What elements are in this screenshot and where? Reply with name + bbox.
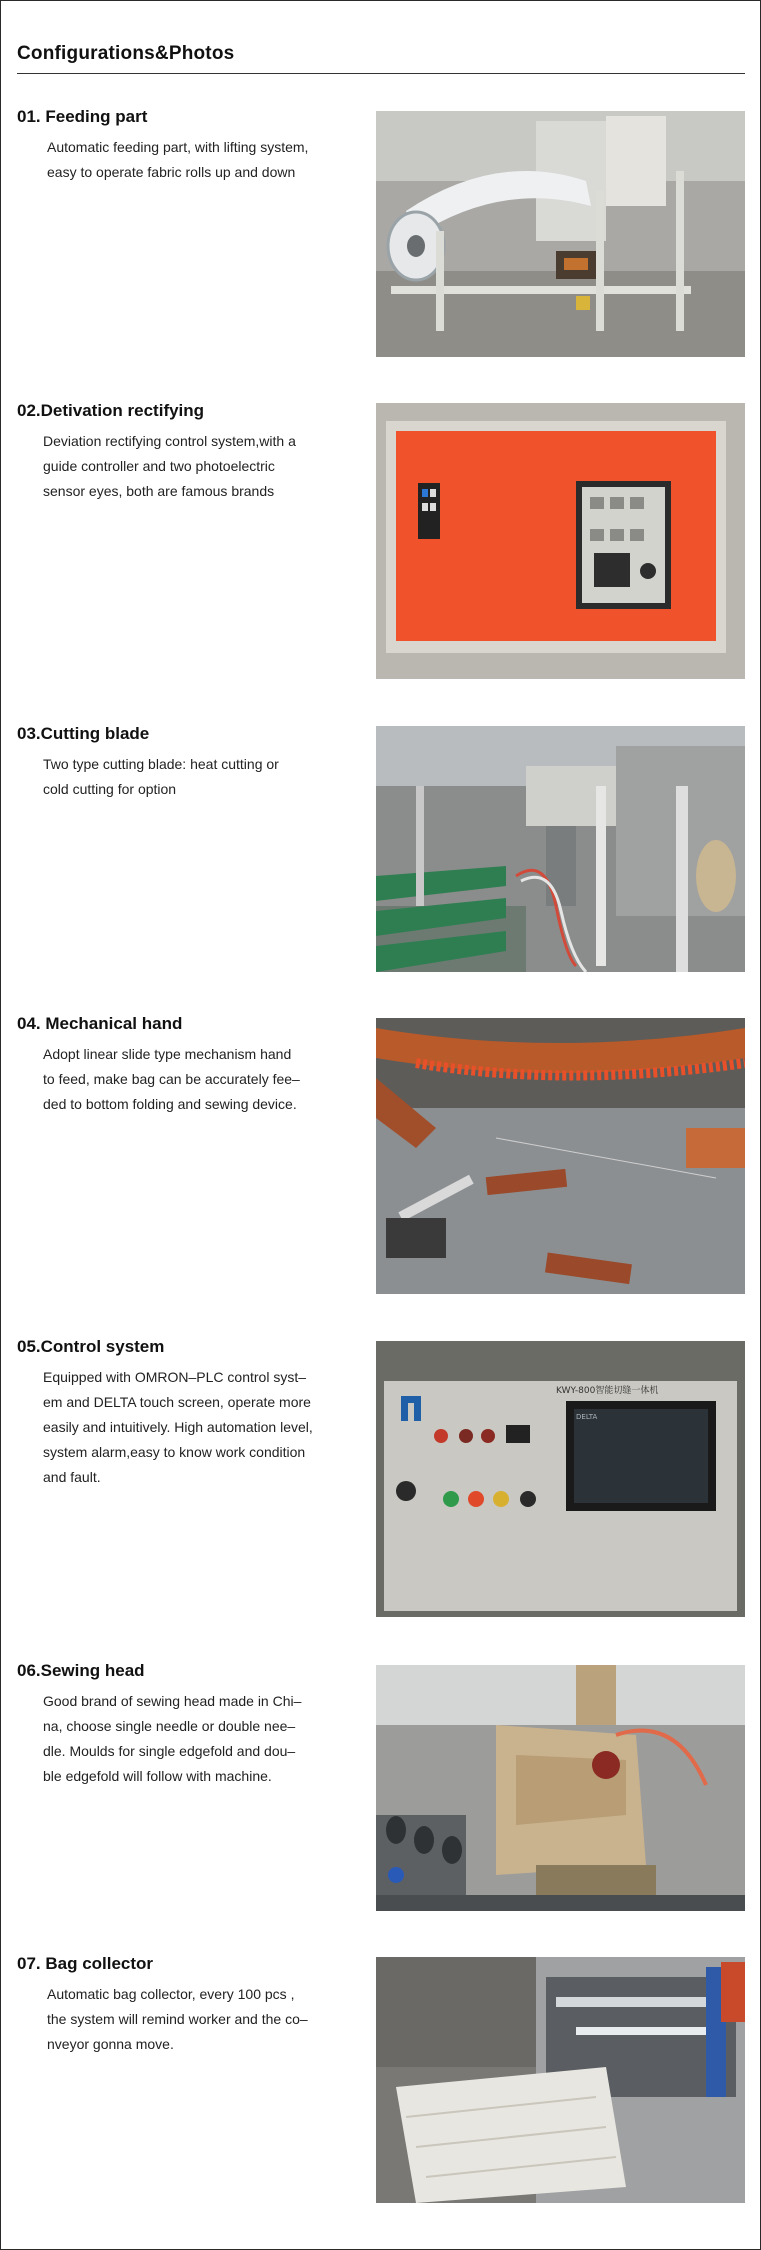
cutting-blade-photo <box>376 726 745 972</box>
control-panel-model-label: KWY-800智能切缝一体机 <box>556 1386 659 1396</box>
control-panel-photo <box>376 1341 745 1617</box>
page-title: Configurations&Photos <box>17 43 235 64</box>
section-heading: 07. Bag collector <box>17 1954 154 1973</box>
bag-collector-photo <box>376 1957 745 2203</box>
section-heading: 04. Mechanical hand <box>17 1014 183 1033</box>
section-description: Deviation rectifying control system,with a guide controller and two photoelectric sensor eyes, both are famous brands <box>43 433 296 499</box>
section-description: Good brand of sewing head made in Chi– na, choose single needle or double nee– dle. Moulds for single edgefold and dou– ble edgefold will follow with machine. <box>43 1693 302 1784</box>
mechanical-hand-photo <box>376 1018 745 1294</box>
section-description: Automatic feeding part, with lifting system, easy to operate fabric rolls up and down <box>47 139 309 180</box>
section-heading: 01. Feeding part <box>17 107 148 126</box>
section-heading: 06.Sewing head <box>17 1661 145 1680</box>
section-description: Automatic bag collector, every 100 pcs , the system will remind worker and the co– nveyor gonna move. <box>47 1986 308 2052</box>
rectifying-photo <box>376 403 745 679</box>
title-divider <box>17 73 745 74</box>
mechanical-hand-illustration <box>376 1018 745 1294</box>
bag-collector-illustration <box>376 1957 745 2203</box>
section-description: Two type cutting blade: heat cutting or cold cutting for option <box>43 756 279 797</box>
control-panel-illustration <box>376 1341 745 1617</box>
section-heading: 02.Detivation rectifying <box>17 401 205 420</box>
feeding-part-illustration <box>376 111 745 357</box>
feeding-part-photo <box>376 111 745 357</box>
section-heading: 03.Cutting blade <box>17 724 150 743</box>
section-heading: 05.Control system <box>17 1337 165 1356</box>
sewing-head-photo <box>376 1665 745 1911</box>
delta-brand-label: DELTA <box>576 1413 598 1421</box>
section-description: Adopt linear slide type mechanism hand to feed, make bag can be accurately fee– ded to bottom folding and sewing device. <box>43 1046 300 1112</box>
section-description: Equipped with OMRON–PLC control syst– em and DELTA touch screen, operate more easily and intuitively. High automation level, system alarm,easy to know work condition and fault. <box>43 1369 313 1485</box>
rectifying-illustration <box>376 403 745 679</box>
sewing-head-illustration <box>376 1665 745 1911</box>
cutting-blade-illustration <box>376 726 745 972</box>
